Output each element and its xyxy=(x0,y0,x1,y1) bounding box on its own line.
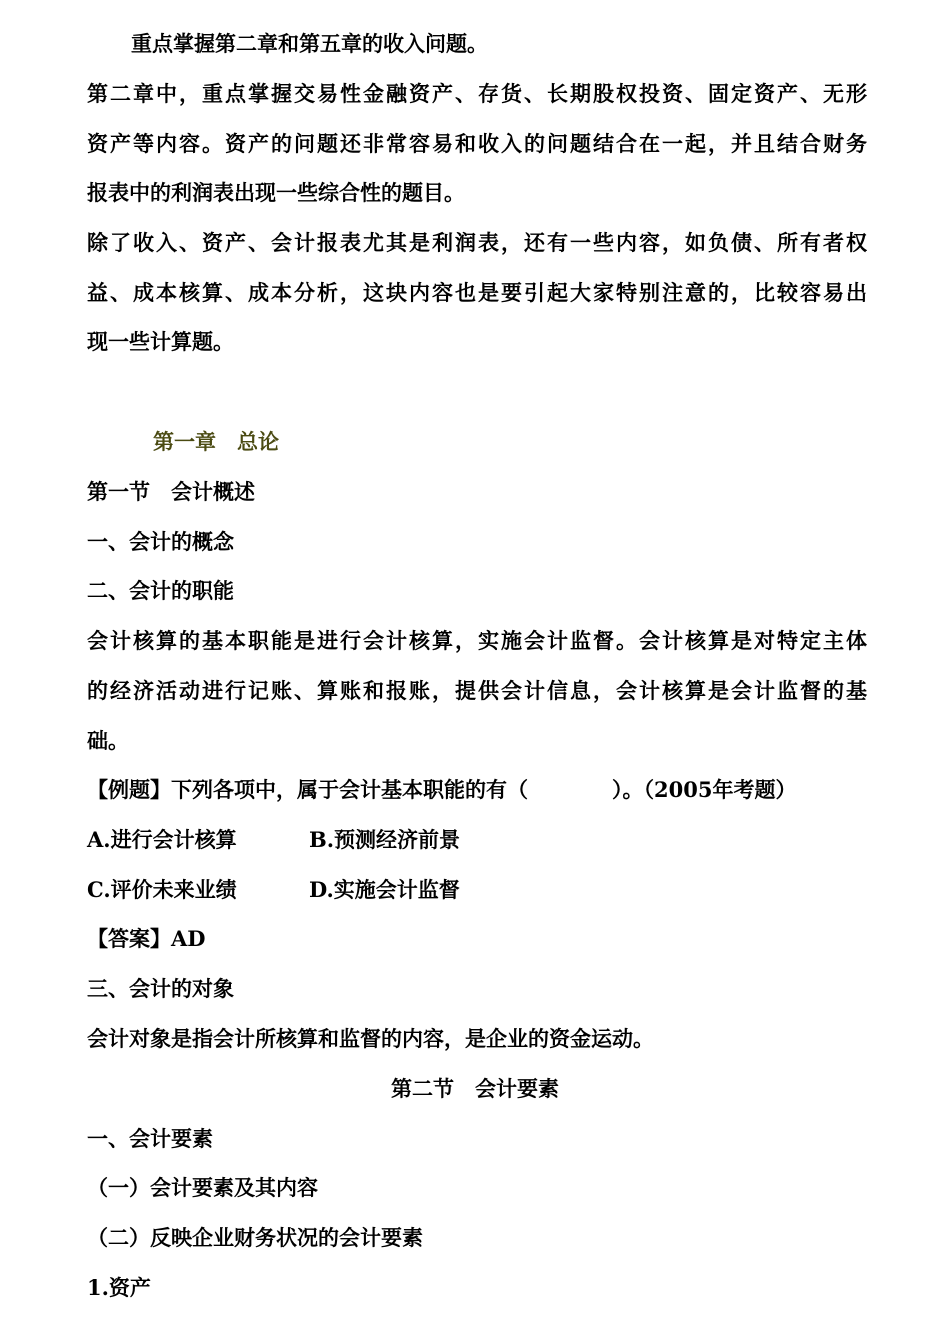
object-text: 会计对象是指会计所核算和监督的内容，是企业的资金运动。 xyxy=(87,1026,654,1051)
section-1-item-3: 三、会计的对象 xyxy=(87,976,234,1001)
functions-text-line-1: 会计核算的基本职能是进行会计核算，实施会计监督。会计核算是对特定主体 xyxy=(87,628,867,653)
example-answer: 【答案】AD xyxy=(87,926,206,951)
chapter-title: 第一章 总论 xyxy=(153,429,279,454)
intro-paragraph-3-line-1: 除了收入、资产、会计报表尤其是利润表，还有一些内容，如负债、所有者权 xyxy=(87,230,867,255)
section-2-item-1: 一、会计要素 xyxy=(87,1126,213,1151)
example-question: 【例题】下列各项中，属于会计基本职能的有（ ）。（2005年考题） xyxy=(87,777,797,802)
option-d: D.实施会计监督 xyxy=(309,877,460,902)
functions-text-line-2: 的经济活动进行记账、算账和报账，提供会计信息，会计核算是会计监督的基 xyxy=(87,678,867,703)
intro-paragraph-2-line-2: 资产等内容。资产的问题还非常容易和收入的问题结合在一起，并且结合财务 xyxy=(87,131,867,156)
section-2-sub-1: （一）会计要素及其内容 xyxy=(87,1175,318,1200)
functions-text-line-3: 础。 xyxy=(87,728,129,753)
option-a: A.进行会计核算 xyxy=(87,827,237,852)
section-1-title: 第一节 会计概述 xyxy=(87,479,255,504)
intro-paragraph-3-line-2: 益、成本核算、成本分析，这块内容也是要引起大家特别注意的，比较容易出 xyxy=(87,280,867,305)
option-c: C.评价未来业绩 xyxy=(87,877,237,902)
example-options-row-2 xyxy=(87,875,867,905)
section-1-item-2: 二、会计的职能 xyxy=(87,578,234,603)
section-1-item-1: 一、会计的概念 xyxy=(87,529,234,554)
intro-paragraph-1: 重点掌握第二章和第五章的收入问题。 xyxy=(131,31,488,56)
intro-paragraph-2-line-1: 第二章中，重点掌握交易性金融资产、存货、长期股权投资、固定资产、无形 xyxy=(87,81,867,106)
intro-paragraph-2-line-3: 报表中的利润表出现一些综合性的题目。 xyxy=(87,180,465,205)
example-options-row-1 xyxy=(87,825,867,855)
intro-paragraph-3-line-3: 现一些计算题。 xyxy=(87,329,234,354)
section-2-point-1: 1.资产 xyxy=(87,1275,151,1300)
section-2-sub-2: （二）反映企业财务状况的会计要素 xyxy=(87,1225,423,1250)
option-b: B.预测经济前景 xyxy=(309,827,461,852)
section-2-title: 第二节 会计要素 xyxy=(391,1076,559,1101)
